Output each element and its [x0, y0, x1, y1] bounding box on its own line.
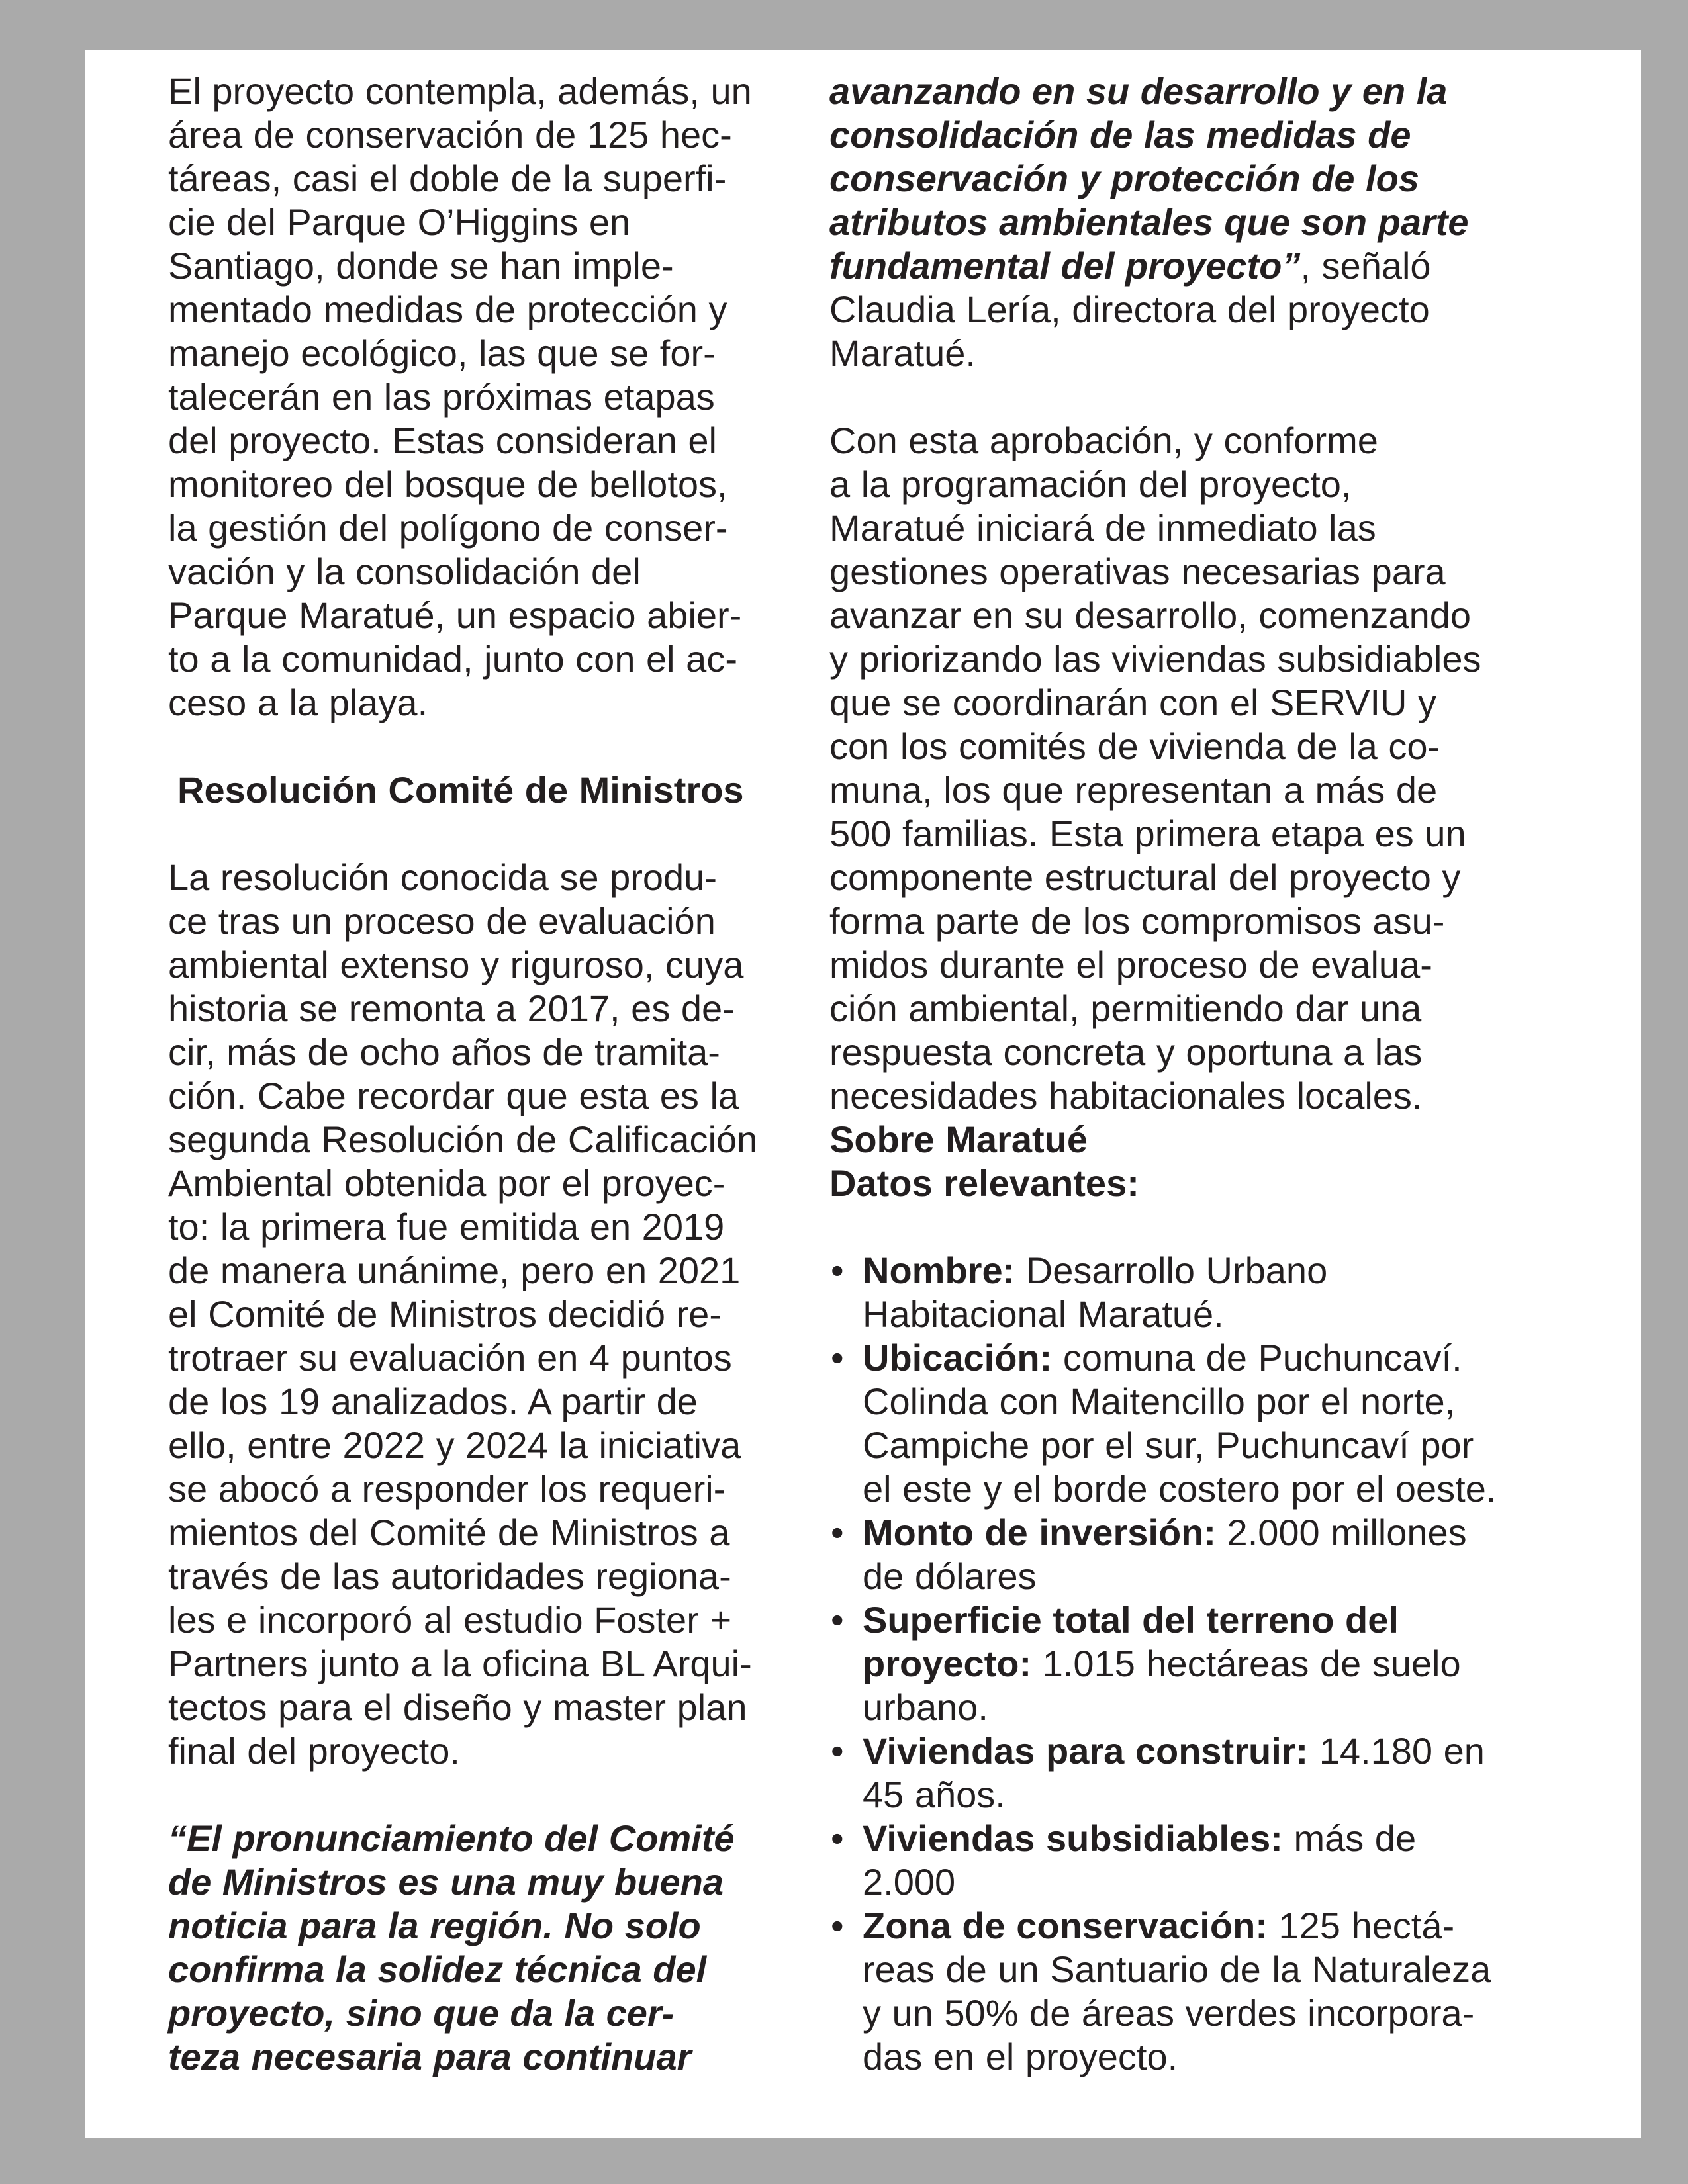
- text-line: de manera unánime, pero en 2021: [168, 1250, 741, 1291]
- text-line: forma parte de los compromisos asu-: [829, 900, 1445, 942]
- text-line: ceso a la playa.: [168, 682, 428, 723]
- text-line: través de las autoridades regiona-: [168, 1555, 731, 1597]
- bullet-icon: •: [831, 1250, 844, 1291]
- fact-value: 45 años.: [863, 1774, 1006, 1815]
- text-line: tectos para el diseño y master plan: [168, 1686, 747, 1728]
- text-line: 500 familias. Esta primera etapa es un: [829, 813, 1466, 854]
- bullet-icon: •: [831, 1599, 844, 1641]
- text-line: necesidades habitacionales locales.: [829, 1075, 1423, 1116]
- paragraph-conservation-area: [168, 69, 790, 725]
- text-line: monitoreo del bosque de bellotos,: [168, 463, 727, 505]
- text-line: Partners junto a la oficina BL Arqui-: [168, 1643, 752, 1684]
- fact-value: 125 hectá-: [1267, 1905, 1455, 1946]
- fact-value: 2.000: [863, 1861, 956, 1903]
- text-line: ción ambiental, permitiendo dar una: [829, 987, 1422, 1029]
- text-line: talecerán en las próximas etapas: [168, 376, 715, 418]
- text-line: con los comités de vivienda de la co-: [829, 725, 1440, 767]
- quote-line: noticia para la región. No solo: [168, 1905, 701, 1946]
- quote-line: avanzando en su desarrollo y en la: [829, 70, 1448, 112]
- quote-block: [168, 1817, 790, 2079]
- bullet-icon: •: [831, 1337, 844, 1379]
- fact-value: de dólares: [863, 1555, 1037, 1597]
- text-line: táreas, casi el doble de la superfi-: [168, 158, 727, 199]
- quote-line: atributos ambientales que son parte: [829, 201, 1469, 243]
- quote-line: proyecto, sino que da la cer-: [168, 1992, 675, 2034]
- paragraph-approval: [829, 419, 1544, 1118]
- page: [85, 50, 1641, 2138]
- fact-value: comuna de Puchuncaví.: [1052, 1337, 1462, 1379]
- text-line: to: la primera fue emitida en 2019: [168, 1206, 725, 1248]
- quote-continuation: [829, 69, 1544, 375]
- text-line: trotraer su evaluación en 4 puntos: [168, 1337, 732, 1379]
- text-line: ello, entre 2022 y 2024 la iniciativa: [168, 1424, 741, 1466]
- quote-line: confirma la solidez técnica del: [168, 1948, 707, 1990]
- fact-value: urbano.: [863, 1686, 988, 1728]
- text-line: componente estructural del proyecto y: [829, 856, 1461, 898]
- attribution-line: Maratué.: [829, 332, 976, 374]
- text-line: Ambiental obtenida por el proyec-: [168, 1162, 726, 1204]
- text-line: manejo ecológico, las que se for-: [168, 332, 716, 374]
- text-line: respuesta concreta y oportuna a las: [829, 1031, 1423, 1073]
- fact-value: 14.180 en: [1308, 1730, 1485, 1772]
- bullet-icon: •: [831, 1817, 844, 1859]
- facts-list: [829, 1249, 1544, 2079]
- text-line: ce tras un proceso de evaluación: [168, 900, 716, 942]
- text-line: mentado medidas de protección y: [168, 289, 727, 330]
- text-line: El proyecto contempla, además, un: [168, 70, 752, 112]
- quote-end-line: [829, 244, 1544, 288]
- text-line: final del proyecto.: [168, 1730, 460, 1772]
- text-line: área de conservación de 125 hec-: [168, 114, 732, 156]
- fact-value: Habitacional Maratué.: [863, 1293, 1224, 1335]
- text-line: historia se remonta a 2017, es de-: [168, 987, 735, 1029]
- fact-value: reas de un Santuario de la Naturaleza: [863, 1948, 1491, 1990]
- fact-value: más de: [1282, 1817, 1417, 1859]
- text-line: les e incorporó al estudio Foster +: [168, 1599, 732, 1641]
- fact-label: Viviendas subsidiables:: [863, 1817, 1283, 1859]
- fact-label: Monto de inversión:: [863, 1512, 1216, 1553]
- text-line: que se coordinarán con el SERVIU y: [829, 682, 1437, 723]
- fact-item-subsidized: [829, 1817, 1544, 1904]
- fact-label: Viviendas para construir:: [863, 1730, 1309, 1772]
- text-line: gestiones operativas necesarias para: [829, 551, 1446, 592]
- text-line: to a la comunidad, junto con el ac-: [168, 638, 737, 680]
- fact-label: Zona de conservación:: [863, 1905, 1268, 1946]
- fact-item-conservation: [829, 1904, 1544, 2079]
- fact-item-investment: [829, 1511, 1544, 1598]
- quote-end: fundamental del proyecto”: [829, 245, 1301, 287]
- text-line: Parque Maratué, un espacio abier-: [168, 594, 742, 636]
- text-line: y priorizando las viviendas subsidiables: [829, 638, 1481, 680]
- quote-line: conservación y protección de los: [829, 158, 1419, 199]
- quote-line: “El pronunciamiento del Comité: [168, 1817, 735, 1859]
- left-column: [168, 69, 790, 2079]
- fact-value: 2.000 millones: [1216, 1512, 1467, 1553]
- text-line: cir, más de ocho años de tramita-: [168, 1031, 720, 1073]
- data-heading: Datos relevantes:: [829, 1162, 1139, 1204]
- text-line: muna, los que representan a más de: [829, 769, 1438, 811]
- fact-item-name: [829, 1249, 1544, 1336]
- quote-line: teza necesaria para continuar: [168, 2036, 692, 2077]
- text-line: el Comité de Ministros decidió re-: [168, 1293, 722, 1335]
- text-line: vación y la consolidación del: [168, 551, 641, 592]
- text-line: a la programación del proyecto,: [829, 463, 1352, 505]
- fact-value: das en el proyecto.: [863, 2036, 1178, 2077]
- bullet-icon: •: [831, 1512, 844, 1553]
- text-line: ambiental extenso y riguroso, cuya: [168, 944, 744, 985]
- text-line: cie del Parque O’Higgins en: [168, 201, 631, 243]
- quote-line: de Ministros es una muy buena: [168, 1861, 724, 1903]
- text-line: la gestión del polígono de conser-: [168, 507, 728, 549]
- section-heading: Resolución Comité de Ministros: [177, 769, 744, 811]
- text-line: mientos del Comité de Ministros a: [168, 1512, 730, 1553]
- bullet-icon: •: [831, 1730, 844, 1772]
- fact-value: el este y el borde costero por el oeste.: [863, 1468, 1497, 1510]
- text-line: de los 19 analizados. A partir de: [168, 1381, 698, 1422]
- fact-item-housing: [829, 1729, 1544, 1817]
- text-line: avanzar en su desarrollo, comenzando: [829, 594, 1472, 636]
- fact-value: Campiche por el sur, Puchuncaví por: [863, 1424, 1474, 1466]
- fact-value: y un 50% de áreas verdes incorpora-: [863, 1992, 1475, 2034]
- fact-label: Ubicación:: [863, 1337, 1053, 1379]
- fact-value: Colinda con Maitencillo por el norte,: [863, 1381, 1456, 1422]
- attribution-line: Claudia Lería, directora del proyecto: [829, 289, 1430, 330]
- text-line: se abocó a responder los requeri-: [168, 1468, 726, 1510]
- text-line: La resolución conocida se produ-: [168, 856, 717, 898]
- fact-label: proyecto:: [863, 1643, 1032, 1684]
- fact-label: Nombre:: [863, 1250, 1015, 1291]
- fact-value: Desarrollo Urbano: [1015, 1250, 1328, 1291]
- text-line: ción. Cabe recordar que esta es la: [168, 1075, 739, 1116]
- fact-value: 1.015 hectáreas de suelo: [1031, 1643, 1461, 1684]
- text-line: segunda Resolución de Calificación: [168, 1118, 758, 1160]
- fact-item-surface: [829, 1598, 1544, 1729]
- text-line: Maratué iniciará de inmediato las: [829, 507, 1376, 549]
- fact-label: Superficie total del terreno del: [863, 1599, 1399, 1641]
- quote-attribution-verb: , señaló: [1300, 245, 1431, 287]
- right-column: [829, 69, 1544, 2079]
- text-line: Santiago, donde se han imple-: [168, 245, 674, 287]
- quote-line: consolidación de las medidas de: [829, 114, 1411, 156]
- paragraph-resolution: [168, 856, 790, 1773]
- bullet-icon: •: [831, 1905, 844, 1946]
- text-line: del proyecto. Estas consideran el: [168, 420, 717, 461]
- fact-item-location: [829, 1336, 1544, 1511]
- text-line: Con esta aprobación, y conforme: [829, 420, 1378, 461]
- text-line: midos durante el proceso de evalua-: [829, 944, 1432, 985]
- about-heading: Sobre Maratué: [829, 1118, 1088, 1160]
